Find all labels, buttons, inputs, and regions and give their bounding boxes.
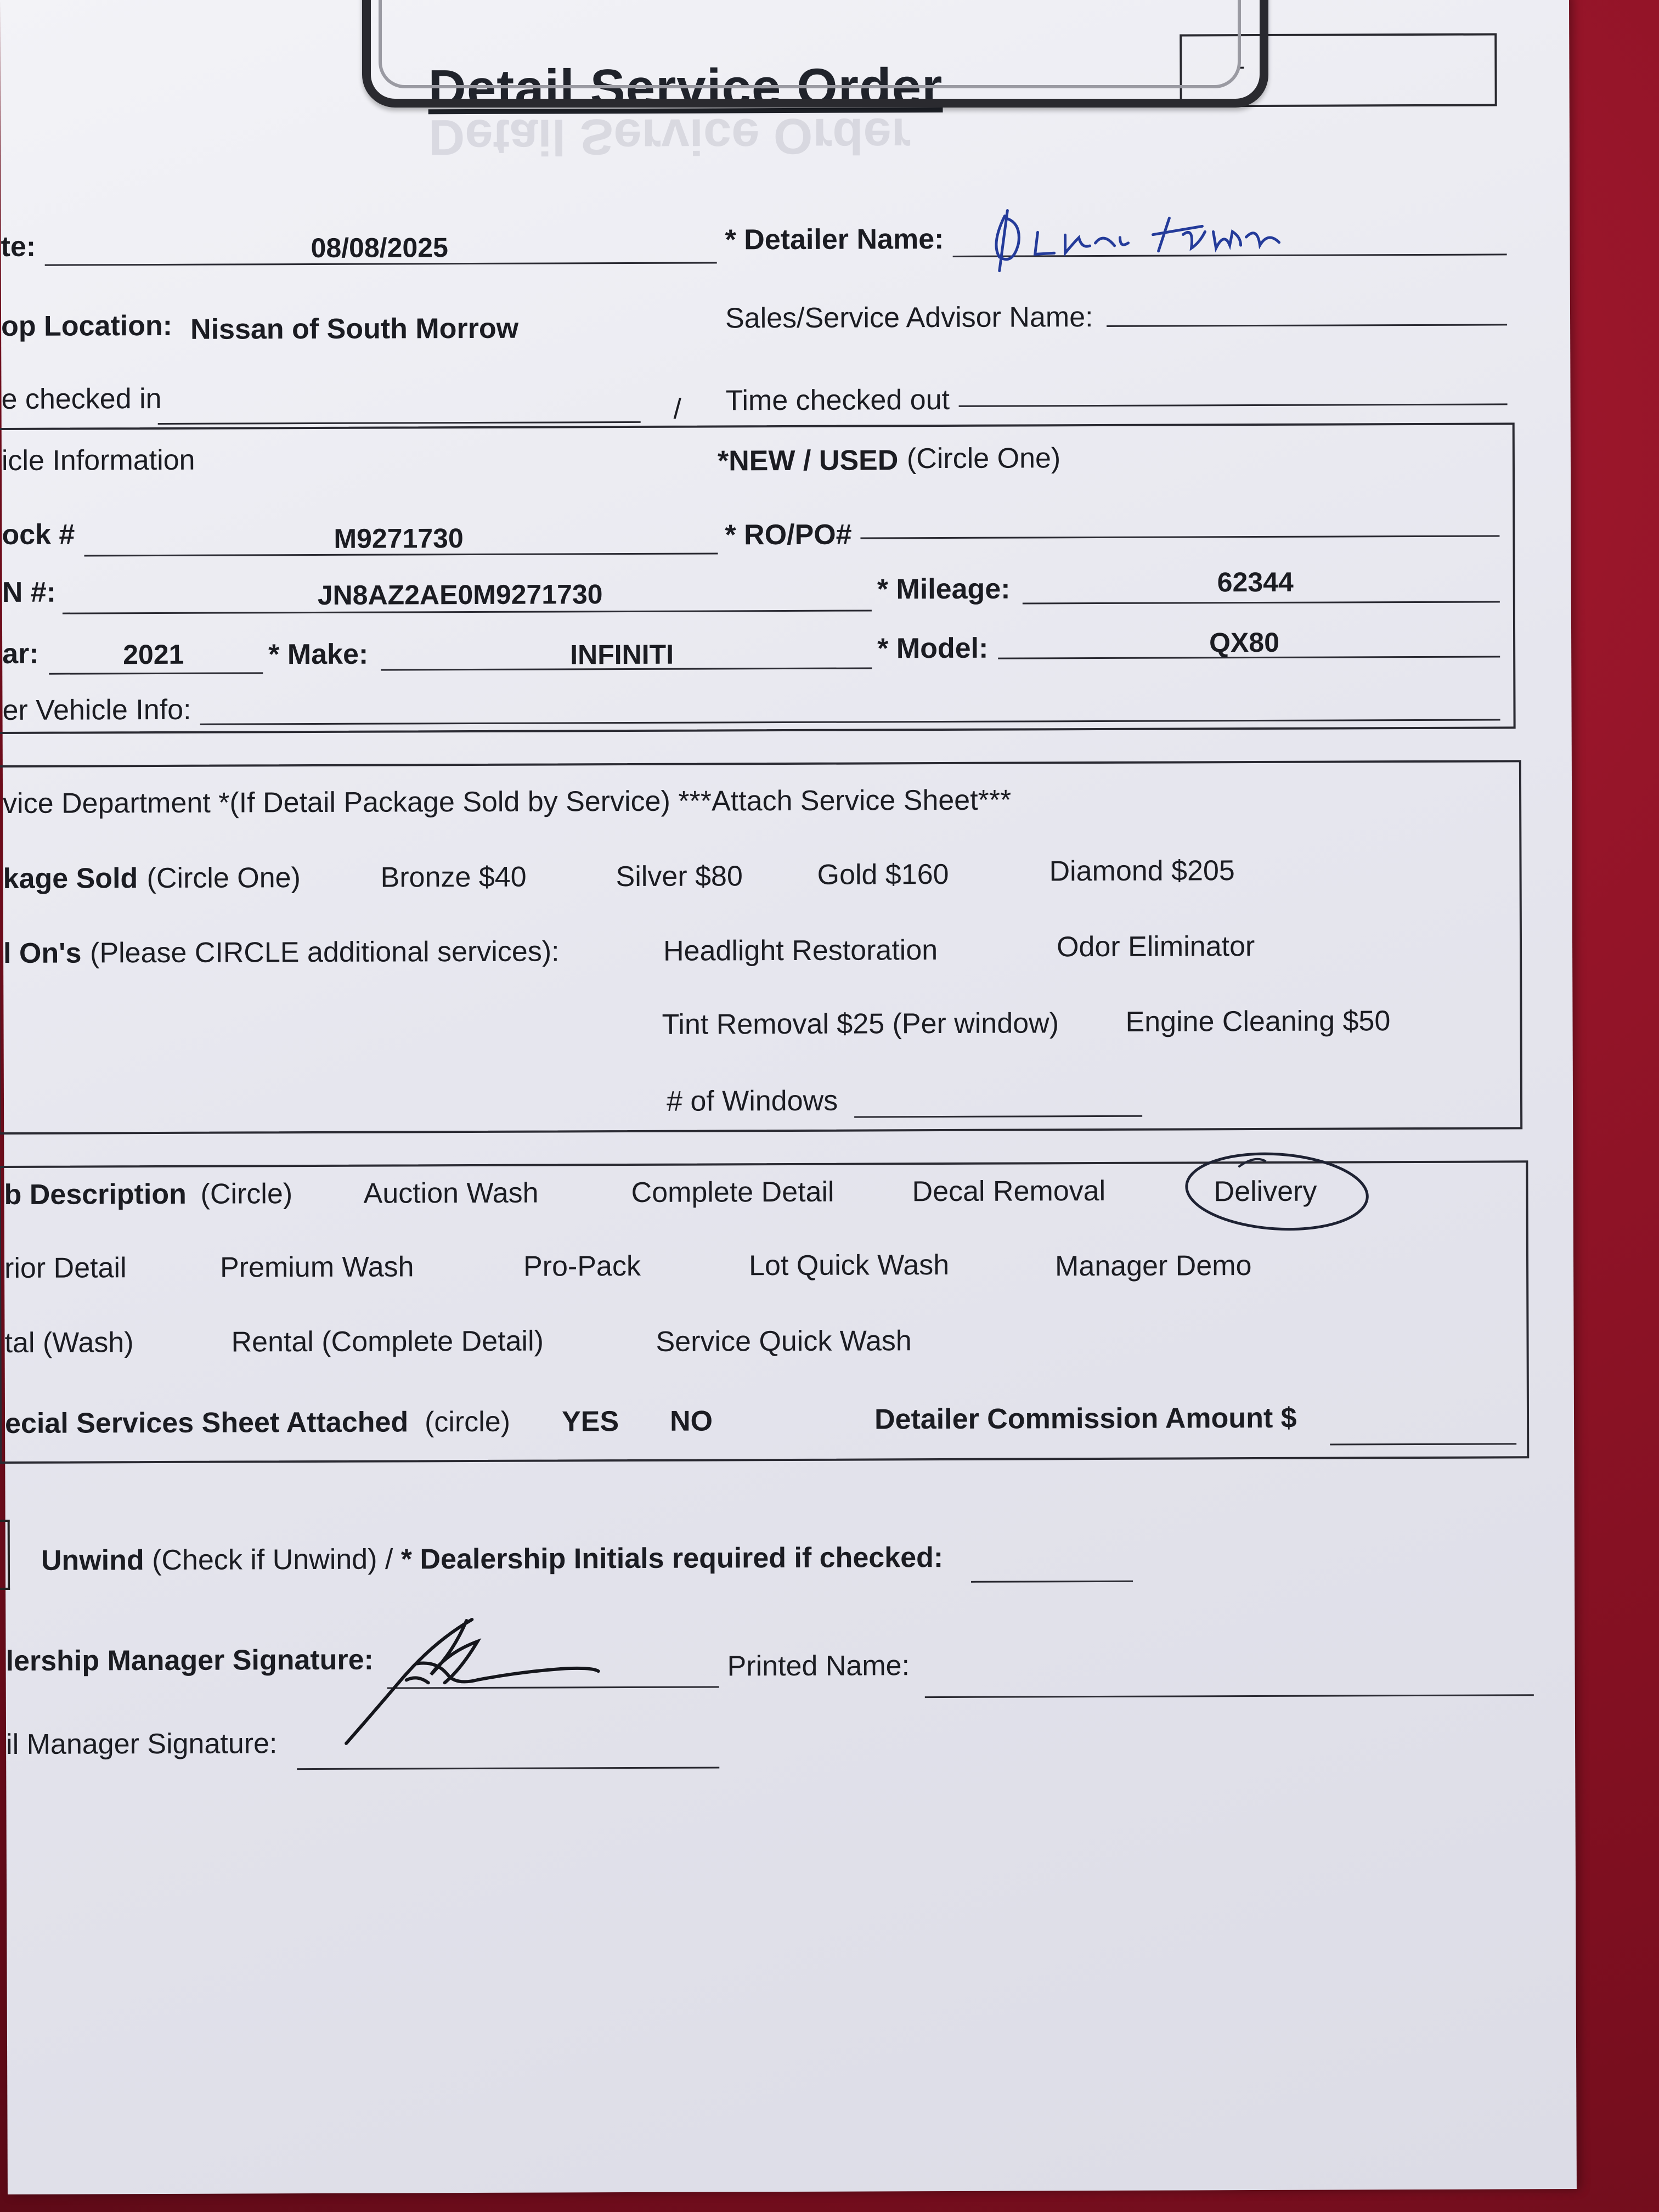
special-services-label: ecial Services Sheet Attached — [4, 1406, 409, 1440]
shop-location-label: op Location: — [1, 309, 173, 342]
date-value[interactable]: 08/08/2025 — [311, 232, 448, 264]
shop-location-value: Nissan of South Morrow — [190, 312, 519, 346]
package-diamond[interactable]: Diamond $205 — [1049, 855, 1235, 888]
special-services-yes[interactable]: YES — [561, 1406, 619, 1438]
unwind-text — [41, 1541, 943, 1577]
time-checked-out-line[interactable] — [959, 403, 1508, 407]
job-complete-detail[interactable]: Complete Detail — [631, 1176, 834, 1209]
time-checked-in-label: e checked in — [1, 382, 162, 415]
package-silver[interactable]: Silver $80 — [616, 860, 743, 893]
unwind-hint: (Check if Unwind) / — [152, 1543, 401, 1577]
job-premium-wash[interactable]: Premium Wash — [219, 1251, 414, 1284]
add-ons-hint: (Please CIRCLE additional services): — [89, 935, 560, 969]
printed-name-label: Printed Name: — [727, 1650, 910, 1683]
package-bronze[interactable]: Bronze $40 — [380, 861, 527, 894]
job-pro-pack[interactable]: Pro-Pack — [523, 1250, 641, 1283]
job-delivery[interactable]: Delivery — [1214, 1175, 1317, 1208]
addon-odor-eliminator[interactable]: Odor Eliminator — [1056, 930, 1255, 963]
advisor-name-label: Sales/Service Advisor Name: — [725, 301, 1093, 335]
windows-count-label: # of Windows — [666, 1085, 838, 1118]
mileage-value[interactable]: 62344 — [1217, 566, 1294, 598]
bleed-through-title: Detail Service Order — [428, 108, 911, 166]
job-service-quick-wash[interactable]: Service Quick Wash — [656, 1325, 912, 1358]
time-separator: / — [673, 393, 682, 425]
mileage-label: * Mileage: — [877, 573, 1011, 606]
service-department-text: vice Department *(If Detail Package Sold by Service) ***Attach Service Sheet*** — [3, 784, 1012, 820]
special-services-hint: (circle) — [424, 1406, 511, 1438]
package-gold[interactable]: Gold $160 — [817, 858, 949, 891]
make-label: * Make: — [268, 638, 369, 671]
printed-name-line[interactable] — [925, 1694, 1534, 1698]
time-checked-in-line[interactable] — [158, 421, 641, 425]
detailer-handwritten-signature[interactable] — [983, 193, 1290, 276]
add-ons-label: l On's — [3, 937, 82, 969]
model-label: * Model: — [877, 632, 989, 665]
make-value[interactable]: INFINITI — [570, 639, 674, 670]
special-services-no[interactable]: NO — [669, 1405, 713, 1437]
addon-tint-removal[interactable]: Tint Removal $25 (Per window) — [662, 1007, 1059, 1041]
package-sold-hint: (Circle One) — [146, 862, 301, 895]
detail-manager-signature-line[interactable] — [297, 1767, 719, 1770]
detail-manager-signature-label: il Manager Signature: — [5, 1728, 278, 1760]
stock-number-value[interactable]: M9271730 — [334, 523, 464, 554]
unwind-bold-label: Unwind — [41, 1544, 144, 1577]
addon-engine-cleaning[interactable]: Engine Cleaning $50 — [1125, 1005, 1391, 1038]
dealership-initials-line[interactable] — [971, 1581, 1133, 1583]
date-label: te: — [1, 230, 36, 263]
job-description-hint: (Circle) — [200, 1178, 293, 1210]
vehicle-info-label: icle Information — [1, 444, 195, 477]
ro-po-label: * RO/PO# — [725, 518, 852, 551]
package-sold-label: kage Sold — [3, 862, 138, 895]
job-lot-quick-wash[interactable]: Lot Quick Wash — [748, 1249, 950, 1282]
form-title: Detail Service Order — [428, 58, 943, 119]
addon-headlight-restoration[interactable]: Headlight Restoration — [663, 934, 938, 967]
job-rental-wash[interactable]: tal (Wash) — [4, 1327, 134, 1359]
job-rental-complete-detail[interactable]: Rental (Complete Detail) — [231, 1325, 544, 1358]
order-number-text: - — [1237, 53, 1245, 80]
commission-amount-label: Detailer Commission Amount $ — [874, 1402, 1297, 1436]
detailer-name-label: * Detailer Name: — [725, 223, 944, 256]
dealership-initials-label: * Dealership Initials required if checked: — [400, 1542, 944, 1576]
advisor-name-line[interactable] — [1107, 324, 1507, 327]
job-interior-detail[interactable]: rior Detail — [4, 1252, 127, 1284]
clipboard-clip — [362, 0, 1268, 108]
vin-value[interactable]: JN8AZ2AE0M9271730 — [317, 579, 603, 611]
job-decal-removal[interactable]: Decal Removal — [912, 1175, 1106, 1208]
job-manager-demo[interactable]: Manager Demo — [1054, 1250, 1252, 1283]
vin-label: N #: — [2, 576, 57, 608]
year-value[interactable]: 2021 — [123, 639, 184, 670]
delivery-circle-mark — [1150, 1144, 1370, 1238]
new-used-hint: (Circle One) — [906, 442, 1061, 475]
year-label: ar: — [2, 637, 39, 670]
dealership-manager-signature-label: lership Manager Signature: — [5, 1644, 374, 1677]
dealership-manager-handwritten-signature[interactable] — [335, 1608, 675, 1752]
new-used-label[interactable]: *NEW / USED — [717, 444, 899, 477]
time-checked-out-label: Time checked out — [725, 383, 950, 417]
other-vehicle-info-label: er Vehicle Info: — [2, 693, 191, 726]
stock-number-label: ock # — [2, 518, 75, 551]
unwind-checkbox[interactable] — [0, 1520, 10, 1590]
model-value[interactable]: QX80 — [1209, 627, 1280, 658]
job-description-label: b Description — [4, 1178, 187, 1211]
job-auction-wash[interactable]: Auction Wash — [363, 1177, 539, 1210]
